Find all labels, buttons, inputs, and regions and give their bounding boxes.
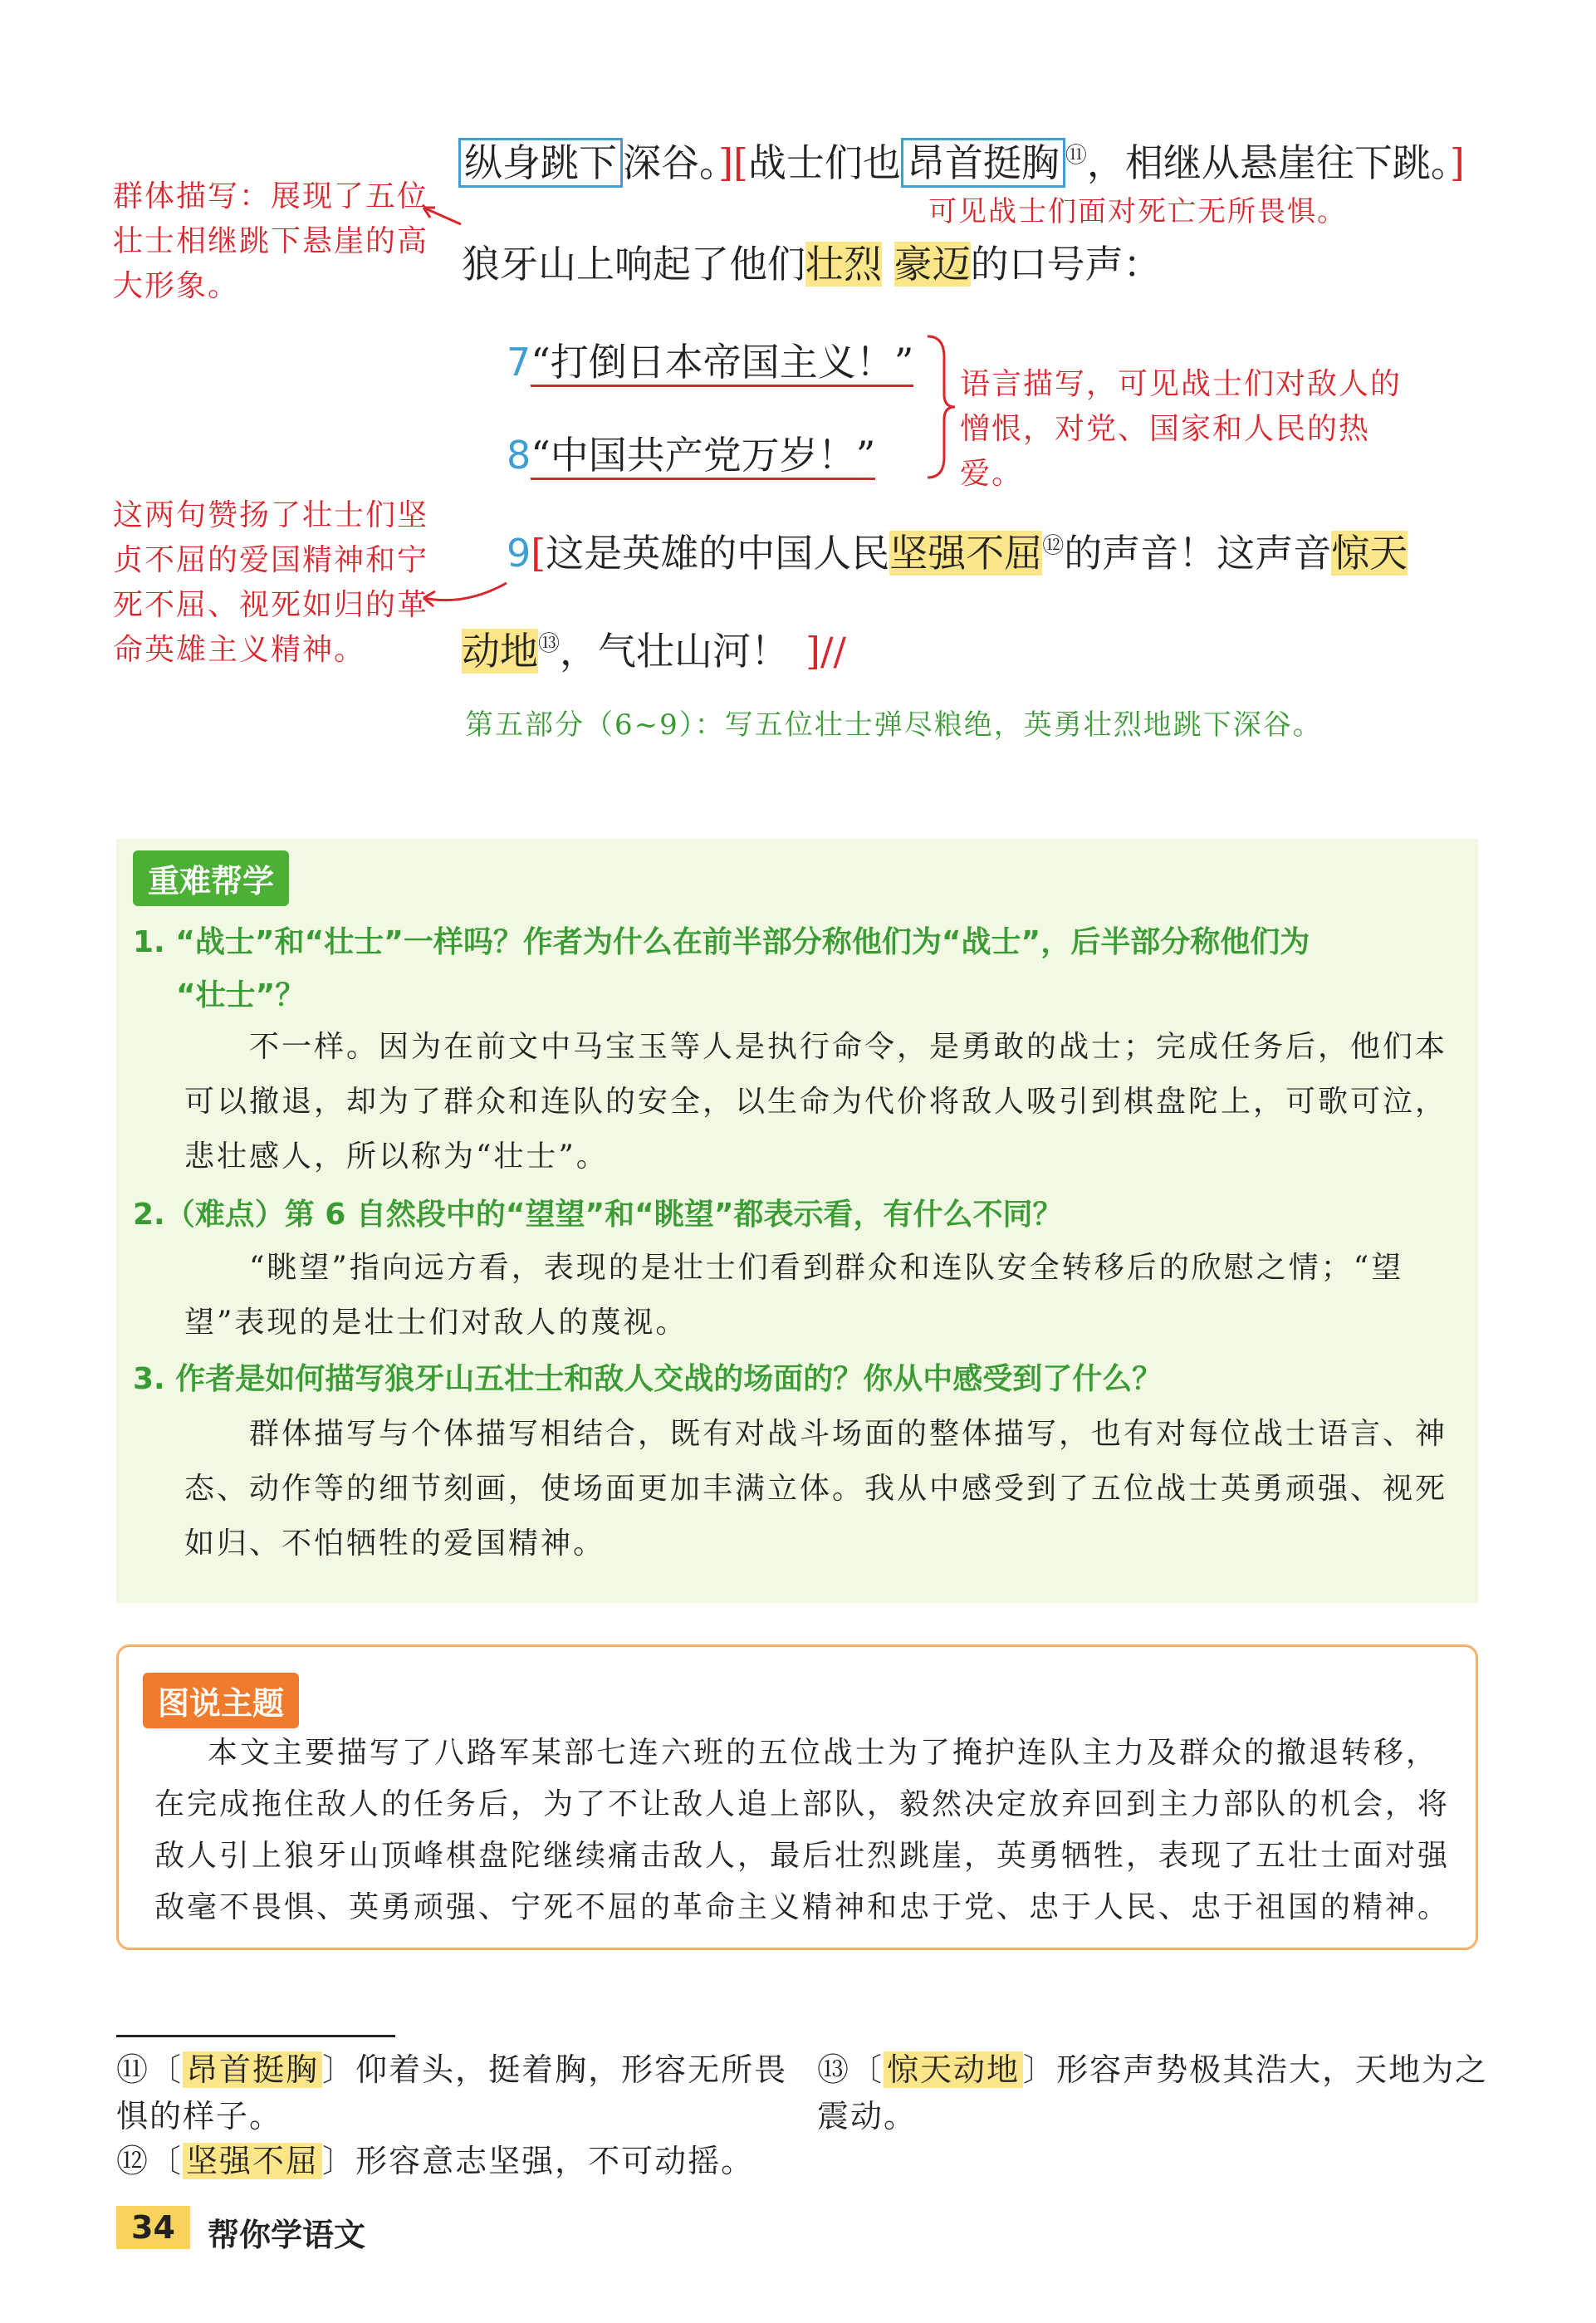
question-2: 2.（难点）第 6 自然段中的“望望”和“眺望”都表示看，有什么不同？ xyxy=(133,1198,1063,1232)
footnote-11: ⑪〔 昂首挺胸 〕仰着头，挺着胸，形容无所畏惧的样子。 xyxy=(116,2051,788,2134)
paragraph-9-line-1: 9[这是英雄的中国人民坚强不屈⑫的声音！这声音惊天 xyxy=(507,531,1408,576)
theme-tag: 图说主题 xyxy=(143,1673,299,1728)
footnote-13: ⑬〔 惊天动地 〕形容声势极其浩大，天地为之震动。 xyxy=(817,2051,1489,2134)
question-1-cont: “壮士”？ xyxy=(176,978,306,1012)
annotation-right-1: 可见战士们面对死亡无所畏惧。 xyxy=(928,195,1347,228)
page-number: 34 xyxy=(116,2206,190,2249)
question-3: 3. 作者是如何描写狼牙山五壮士和敌人交战的场面的？你从中感受到了什么？ xyxy=(133,1362,1163,1396)
boxed-phrase: 昂首挺胸 xyxy=(901,138,1065,188)
footnote-12: ⑫〔 坚强不屈 〕形容意志坚强，不可动摇。 xyxy=(116,2143,755,2179)
annotation-arrow-2 xyxy=(415,573,515,615)
answer-1: 不一样。因为在前文中马宝玉等人是执行命令，是勇敢的战士；完成任务后，他们本可以撤退，却为了群众和连队的安全，以生命为代价将敌人吸引到棋盘陀上，可歌可泣，悲壮感人，所以称为“壮士”。 xyxy=(184,1030,1448,1174)
help-tag: 重难帮学 xyxy=(133,850,289,906)
paragraph-9-line-2: 动地⑬，气壮山河！ ]// xyxy=(462,629,846,674)
paragraph-7: 7“打倒日本帝国主义！” xyxy=(507,332,913,387)
annotation-arrow-1 xyxy=(415,199,465,233)
annotation-left-1: 群体描写：展现了五位壮士相继跳下悬崖的高大形象。 xyxy=(113,179,429,303)
paragraph-8: 8“中国共产党万岁！” xyxy=(507,425,875,480)
annotation-left-2: 这两句赞扬了壮士们坚贞不屈的爱国精神和宁死不屈、视死如归的革命英雄主义精神。 xyxy=(113,498,429,667)
answer-2: “眺望”指向远方看，表现的是壮士们看到群众和连队安全转移后的欣慰之情；“望望”表现的是壮士们对敌人的蔑视。 xyxy=(184,1251,1404,1340)
text-line-2: 狼牙山上响起了他们壮烈 豪迈的口号声： xyxy=(462,242,1162,287)
annotation-right-2: 语言描写，可见战士们对敌人的憎恨，对党、国家和人民的热爱。 xyxy=(960,367,1403,491)
brace-icon xyxy=(923,332,957,482)
text-line-1: 纵身跳下 深谷。][战士们也 昂首挺胸 ⑪，相继从悬崖往下跳。] xyxy=(458,133,1465,188)
theme-text: 本文主要描写了八路军某部七连六班的五位战士为了掩护连队主力及群众的撤退转移，在完成拖住敌人的任务后，为了不让敌人追上部队，毅然决定放弃回到主力部队的机会，将敌人引上狼牙山顶峰棋盘陀继续痛击敌人，最后壮烈跳崖，英勇牺牲，表现了五壮士面对强敌毫不畏惧、英勇顽强、宁死不屈的革命主义精神和忠于党、忠于人民、忠于祖国的精神。 xyxy=(154,1736,1451,1924)
answer-3: 群体描写与个体描写相结合，既有对战斗场面的整体描写，也有对每位战士语言、神态、动作等的细节刻画，使场面更加丰满立体。我从中感受到了五位战士英勇顽强、视死如归、不怕牺牲的爱国精神。 xyxy=(184,1417,1448,1561)
question-1: 1. “战士”和“壮士”一样吗？作者为什么在前半部分称他们为“战士”，后半部分称他们为 xyxy=(133,925,1310,959)
footnote-divider xyxy=(116,2035,395,2037)
boxed-phrase: 纵身跳下 xyxy=(458,138,623,188)
section-summary: 第五部分（6~9）：写五位壮士弹尽粮绝，英勇壮烈地跳下深谷。 xyxy=(465,708,1323,742)
book-title: 帮你学语文 xyxy=(208,2217,366,2253)
